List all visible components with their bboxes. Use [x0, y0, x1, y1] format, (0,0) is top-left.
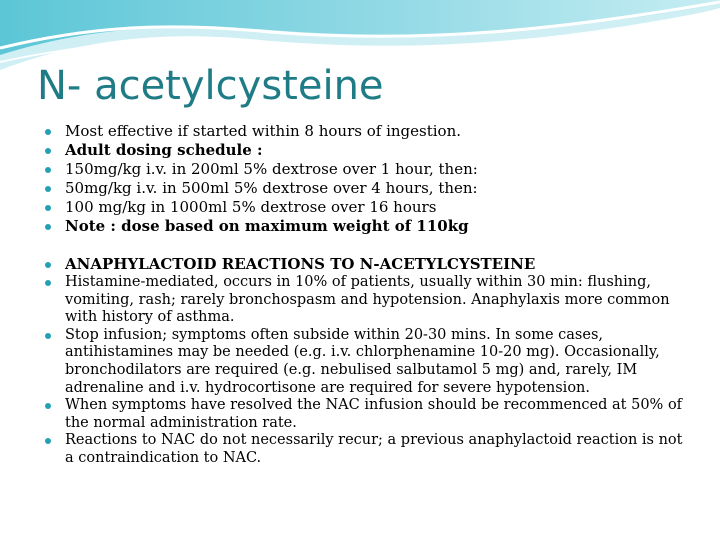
list-item: 150mg/kg i.v. in 200ml 5% dextrose over 1 hour, then: — [45, 160, 685, 179]
bullet-icon — [45, 438, 51, 444]
bullet-icon — [45, 224, 51, 230]
slide-title: N- acetylcysteine — [37, 63, 384, 109]
list-item: Reactions to NAC do not necessarily recur; a previous anaphylactoid reaction is not a contraindication to NAC. — [45, 432, 685, 467]
list-item: Adult dosing schedule : — [45, 141, 685, 160]
bullet-icon — [45, 186, 51, 192]
list-item: Note : dose based on maximum weight of 110kg — [45, 217, 685, 236]
list-item: Stop infusion; symptoms often subside within 20-30 mins. In some cases, antihistamines may be needed (e.g. i.v. chlorphenamine 10-20 mg). Occasionally, bronchodilators are required (e.g. nebulised salbutamol 5 mg) and, rarely, IM adrenaline and i.v. hydrocortisone are required for severe hypotension. — [45, 327, 685, 397]
list-item: Most effective if started within 8 hours of ingestion. — [45, 122, 685, 141]
bullet-icon — [45, 403, 51, 409]
list-item: When symptoms have resolved the NAC infusion should be recommenced at 50% of the normal administration rate. — [45, 397, 685, 432]
bullet-icon — [45, 280, 51, 286]
bullet-icon — [45, 167, 51, 173]
bullet-icon — [45, 262, 51, 268]
list-item: Histamine-mediated, occurs in 10% of patients, usually within 30 min: flushing, vomiting, rash; rarely bronchospasm and hypotension. Anaphylaxis more common with history of asthma. — [45, 274, 685, 327]
bullet-icon — [45, 148, 51, 154]
bullet-icon — [45, 333, 51, 339]
list-item: 100 mg/kg in 1000ml 5% dextrose over 16 hours — [45, 198, 685, 217]
bullet-icon — [45, 129, 51, 135]
bullet-icon — [45, 205, 51, 211]
list-item: 50mg/kg i.v. in 500ml 5% dextrose over 4 hours, then: — [45, 179, 685, 198]
section-heading: ANAPHYLACTOID REACTIONS TO N-ACETYLCYSTEINE — [45, 255, 685, 274]
bullet-list — [45, 122, 685, 468]
